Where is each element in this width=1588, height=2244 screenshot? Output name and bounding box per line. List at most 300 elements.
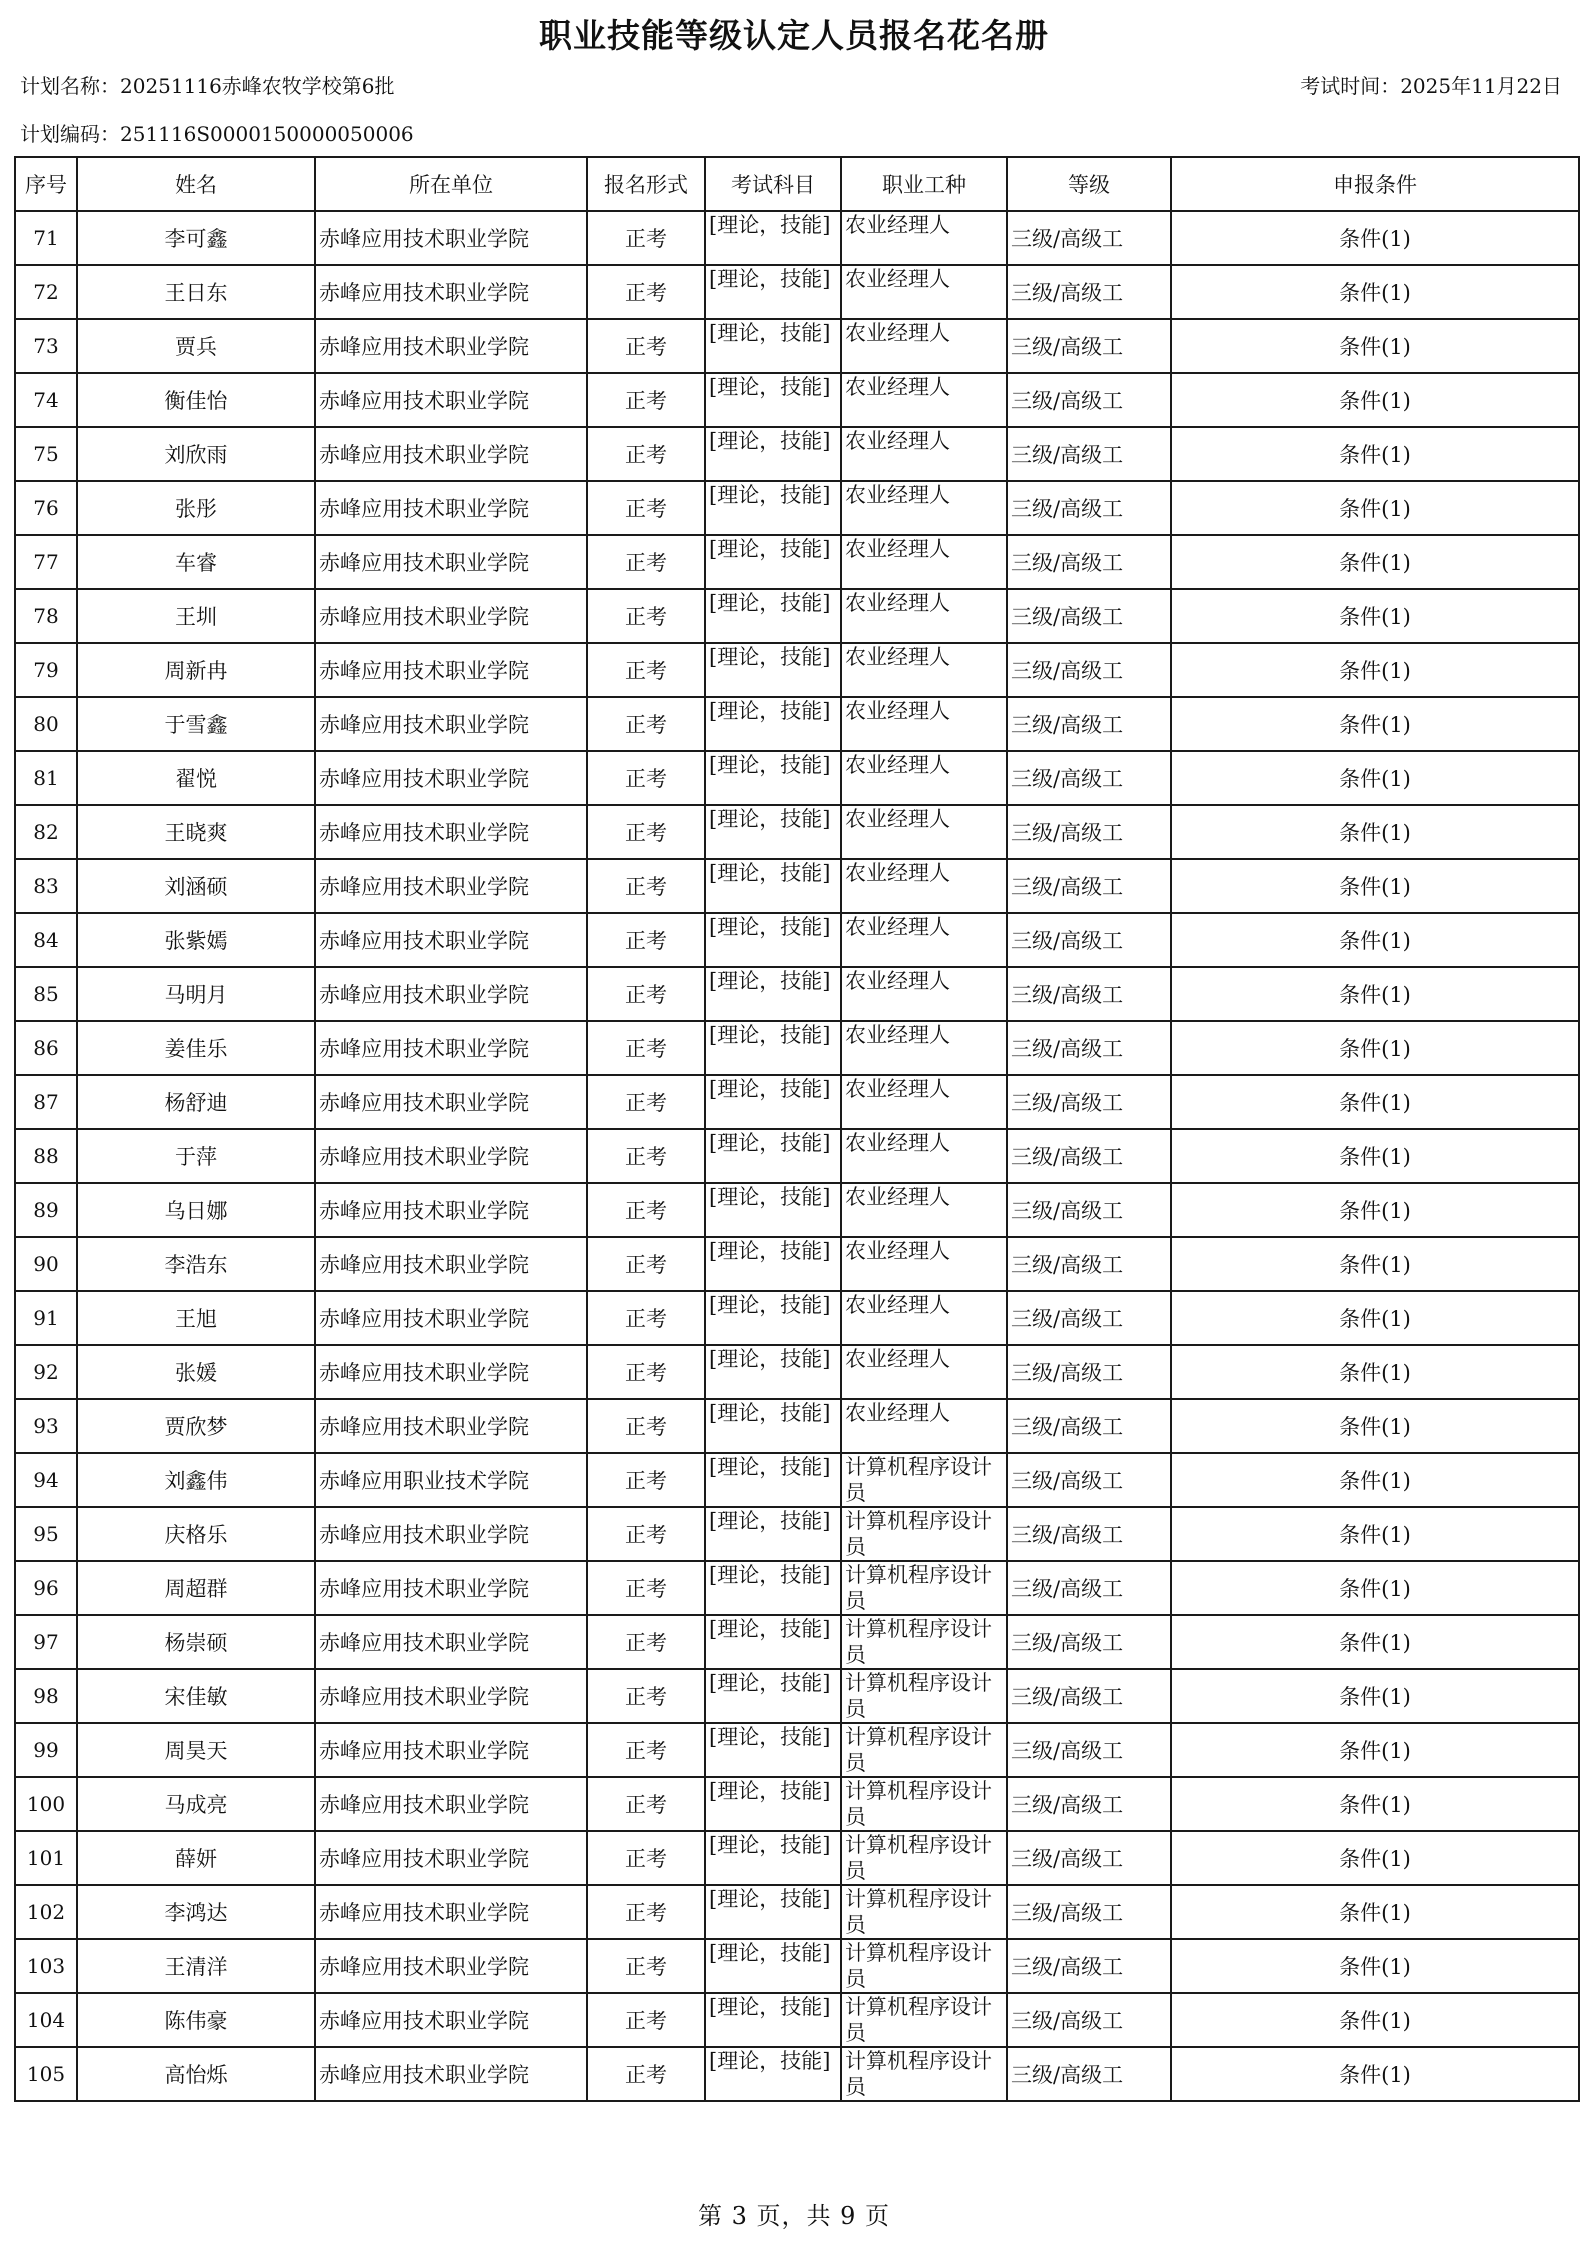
cell-occupation xyxy=(841,1831,1007,1885)
cell-form: 正考 xyxy=(587,1183,705,1237)
cell-subject xyxy=(705,1237,841,1291)
cell-subject-text: [理论，技能] xyxy=(709,753,831,777)
cell-condition: 条件(1) xyxy=(1171,751,1579,805)
cell-condition: 条件(1) xyxy=(1171,589,1579,643)
header-form: 报名形式 xyxy=(587,157,705,211)
cell-seq: 99 xyxy=(15,1723,77,1777)
cell-unit: 赤峰应用技术职业学院 xyxy=(315,751,587,805)
cell-unit: 赤峰应用技术职业学院 xyxy=(315,1939,587,1993)
cell-condition: 条件(1) xyxy=(1171,1453,1579,1507)
header-level: 等级 xyxy=(1007,157,1171,211)
cell-subject xyxy=(705,211,841,265)
cell-form: 正考 xyxy=(587,643,705,697)
cell-subject xyxy=(705,2047,841,2101)
cell-unit: 赤峰应用技术职业学院 xyxy=(315,643,587,697)
cell-level: 三级/高级工 xyxy=(1007,805,1171,859)
cell-unit: 赤峰应用技术职业学院 xyxy=(315,2047,587,2101)
cell-name: 马明月 xyxy=(77,967,315,1021)
cell-level: 三级/高级工 xyxy=(1007,373,1171,427)
cell-occupation xyxy=(841,265,1007,319)
cell-subject-text: [理论，技能] xyxy=(709,1941,831,1965)
cell-level: 三级/高级工 xyxy=(1007,1939,1171,1993)
cell-name: 刘鑫伟 xyxy=(77,1453,315,1507)
cell-condition: 条件(1) xyxy=(1171,1345,1579,1399)
table-row xyxy=(15,643,1579,697)
cell-occupation xyxy=(841,481,1007,535)
cell-level: 三级/高级工 xyxy=(1007,1723,1171,1777)
cell-form: 正考 xyxy=(587,1345,705,1399)
cell-form: 正考 xyxy=(587,1777,705,1831)
cell-name: 周超群 xyxy=(77,1561,315,1615)
cell-seq: 82 xyxy=(15,805,77,859)
cell-occupation-text: 农业经理人 xyxy=(845,753,950,777)
cell-condition: 条件(1) xyxy=(1171,1399,1579,1453)
cell-occupation xyxy=(841,1885,1007,1939)
cell-seq: 101 xyxy=(15,1831,77,1885)
cell-seq: 91 xyxy=(15,1291,77,1345)
cell-condition: 条件(1) xyxy=(1171,1777,1579,1831)
cell-seq: 94 xyxy=(15,1453,77,1507)
cell-seq: 92 xyxy=(15,1345,77,1399)
cell-name: 庆格乐 xyxy=(77,1507,315,1561)
cell-subject-text: [理论，技能] xyxy=(709,537,831,561)
cell-unit: 赤峰应用技术职业学院 xyxy=(315,1615,587,1669)
cell-name: 于萍 xyxy=(77,1129,315,1183)
cell-occupation-text: 农业经理人 xyxy=(845,645,950,669)
cell-occupation xyxy=(841,2047,1007,2101)
cell-level: 三级/高级工 xyxy=(1007,319,1171,373)
cell-occupation-text: 计算机程序设计员 xyxy=(845,1455,992,1505)
cell-condition: 条件(1) xyxy=(1171,1885,1579,1939)
cell-level: 三级/高级工 xyxy=(1007,481,1171,535)
cell-occupation-text: 农业经理人 xyxy=(845,699,950,723)
cell-seq: 80 xyxy=(15,697,77,751)
cell-unit: 赤峰应用技术职业学院 xyxy=(315,481,587,535)
cell-occupation-text: 计算机程序设计员 xyxy=(845,1833,992,1883)
cell-seq: 72 xyxy=(15,265,77,319)
cell-form: 正考 xyxy=(587,1885,705,1939)
cell-subject-text: [理论，技能] xyxy=(709,1617,831,1641)
cell-form: 正考 xyxy=(587,589,705,643)
table-row xyxy=(15,589,1579,643)
cell-subject xyxy=(705,967,841,1021)
cell-form: 正考 xyxy=(587,751,705,805)
cell-condition: 条件(1) xyxy=(1171,211,1579,265)
cell-name: 王圳 xyxy=(77,589,315,643)
cell-subject-text: [理论，技能] xyxy=(709,1833,831,1857)
cell-subject xyxy=(705,805,841,859)
cell-level: 三级/高级工 xyxy=(1007,1453,1171,1507)
cell-level: 三级/高级工 xyxy=(1007,589,1171,643)
cell-seq: 89 xyxy=(15,1183,77,1237)
table-row xyxy=(15,1129,1579,1183)
cell-form: 正考 xyxy=(587,967,705,1021)
cell-condition: 条件(1) xyxy=(1171,481,1579,535)
cell-occupation xyxy=(841,1507,1007,1561)
table-row xyxy=(15,1723,1579,1777)
table-row xyxy=(15,1831,1579,1885)
cell-occupation-text: 计算机程序设计员 xyxy=(845,1995,992,2045)
cell-name: 翟悦 xyxy=(77,751,315,805)
cell-level: 三级/高级工 xyxy=(1007,1183,1171,1237)
cell-condition: 条件(1) xyxy=(1171,265,1579,319)
cell-form: 正考 xyxy=(587,913,705,967)
cell-condition: 条件(1) xyxy=(1171,1669,1579,1723)
table-row xyxy=(15,373,1579,427)
cell-occupation-text: 计算机程序设计员 xyxy=(845,1509,992,1559)
cell-seq: 90 xyxy=(15,1237,77,1291)
cell-level: 三级/高级工 xyxy=(1007,265,1171,319)
cell-name: 王清洋 xyxy=(77,1939,315,1993)
cell-level: 三级/高级工 xyxy=(1007,1399,1171,1453)
page-footer: 第 3 页，共 9 页 xyxy=(697,2202,891,2230)
cell-unit: 赤峰应用技术职业学院 xyxy=(315,1075,587,1129)
cell-occupation xyxy=(841,913,1007,967)
cell-subject-text: [理论，技能] xyxy=(709,645,831,669)
header-occupation: 职业工种 xyxy=(841,157,1007,211)
cell-occupation-text: 计算机程序设计员 xyxy=(845,1725,992,1775)
cell-subject-text: [理论，技能] xyxy=(709,483,831,507)
table-row xyxy=(15,265,1579,319)
cell-occupation-text: 农业经理人 xyxy=(845,1401,950,1425)
cell-condition: 条件(1) xyxy=(1171,319,1579,373)
cell-occupation-text: 农业经理人 xyxy=(845,1023,950,1047)
cell-subject xyxy=(705,1345,841,1399)
table-row xyxy=(15,1345,1579,1399)
cell-seq: 73 xyxy=(15,319,77,373)
cell-occupation-text: 农业经理人 xyxy=(845,1131,950,1155)
cell-occupation-text: 农业经理人 xyxy=(845,321,950,345)
cell-subject xyxy=(705,913,841,967)
header-name: 姓名 xyxy=(77,157,315,211)
table-row xyxy=(15,1507,1579,1561)
cell-occupation xyxy=(841,1453,1007,1507)
roster-table xyxy=(14,156,1580,2102)
cell-name: 王旭 xyxy=(77,1291,315,1345)
cell-subject xyxy=(705,1723,841,1777)
cell-condition: 条件(1) xyxy=(1171,1021,1579,1075)
cell-name: 李浩东 xyxy=(77,1237,315,1291)
table-header xyxy=(15,157,1579,211)
cell-occupation xyxy=(841,1021,1007,1075)
cell-condition: 条件(1) xyxy=(1171,1075,1579,1129)
cell-name: 于雪鑫 xyxy=(77,697,315,751)
cell-occupation xyxy=(841,1777,1007,1831)
cell-form: 正考 xyxy=(587,319,705,373)
cell-name: 衡佳怡 xyxy=(77,373,315,427)
cell-form: 正考 xyxy=(587,1561,705,1615)
cell-occupation xyxy=(841,319,1007,373)
cell-level: 三级/高级工 xyxy=(1007,1831,1171,1885)
table-row xyxy=(15,967,1579,1021)
cell-name: 杨舒迪 xyxy=(77,1075,315,1129)
cell-occupation-text: 农业经理人 xyxy=(845,375,950,399)
cell-condition: 条件(1) xyxy=(1171,859,1579,913)
cell-subject-text: [理论，技能] xyxy=(709,969,831,993)
table-row xyxy=(15,1291,1579,1345)
cell-form: 正考 xyxy=(587,1669,705,1723)
cell-subject xyxy=(705,751,841,805)
cell-seq: 96 xyxy=(15,1561,77,1615)
cell-unit: 赤峰应用技术职业学院 xyxy=(315,373,587,427)
cell-level: 三级/高级工 xyxy=(1007,1345,1171,1399)
cell-occupation xyxy=(841,1399,1007,1453)
cell-form: 正考 xyxy=(587,373,705,427)
cell-seq: 98 xyxy=(15,1669,77,1723)
cell-name: 张紫嫣 xyxy=(77,913,315,967)
cell-occupation xyxy=(841,859,1007,913)
cell-level: 三级/高级工 xyxy=(1007,913,1171,967)
cell-level: 三级/高级工 xyxy=(1007,1129,1171,1183)
table-row xyxy=(15,1075,1579,1129)
cell-occupation-text: 农业经理人 xyxy=(845,483,950,507)
cell-condition: 条件(1) xyxy=(1171,1939,1579,1993)
cell-condition: 条件(1) xyxy=(1171,1723,1579,1777)
cell-name: 刘欣雨 xyxy=(77,427,315,481)
table-row xyxy=(15,697,1579,751)
cell-condition: 条件(1) xyxy=(1171,1993,1579,2047)
cell-subject-text: [理论，技能] xyxy=(709,267,831,291)
cell-name: 高怡烁 xyxy=(77,2047,315,2101)
cell-subject xyxy=(705,1075,841,1129)
table-row xyxy=(15,1561,1579,1615)
cell-seq: 93 xyxy=(15,1399,77,1453)
cell-occupation xyxy=(841,1129,1007,1183)
table-row xyxy=(15,427,1579,481)
cell-level: 三级/高级工 xyxy=(1007,2047,1171,2101)
cell-subject-text: [理论，技能] xyxy=(709,1509,831,1533)
cell-seq: 83 xyxy=(15,859,77,913)
cell-unit: 赤峰应用技术职业学院 xyxy=(315,1399,587,1453)
cell-condition: 条件(1) xyxy=(1171,1831,1579,1885)
cell-name: 宋佳敏 xyxy=(77,1669,315,1723)
cell-unit: 赤峰应用技术职业学院 xyxy=(315,1237,587,1291)
cell-condition: 条件(1) xyxy=(1171,643,1579,697)
cell-occupation xyxy=(841,1183,1007,1237)
cell-unit: 赤峰应用技术职业学院 xyxy=(315,913,587,967)
table-row xyxy=(15,805,1579,859)
cell-level: 三级/高级工 xyxy=(1007,859,1171,913)
table-row xyxy=(15,319,1579,373)
cell-occupation-text: 农业经理人 xyxy=(845,807,950,831)
cell-occupation-text: 计算机程序设计员 xyxy=(845,1941,992,1991)
cell-form: 正考 xyxy=(587,1723,705,1777)
cell-unit: 赤峰应用职业技术学院 xyxy=(315,1453,587,1507)
cell-occupation xyxy=(841,211,1007,265)
cell-seq: 102 xyxy=(15,1885,77,1939)
cell-form: 正考 xyxy=(587,1507,705,1561)
cell-seq: 97 xyxy=(15,1615,77,1669)
header-unit: 所在单位 xyxy=(315,157,587,211)
cell-condition: 条件(1) xyxy=(1171,1237,1579,1291)
cell-occupation xyxy=(841,589,1007,643)
table-row xyxy=(15,1237,1579,1291)
table-row xyxy=(15,1615,1579,1669)
cell-level: 三级/高级工 xyxy=(1007,1507,1171,1561)
cell-form: 正考 xyxy=(587,535,705,589)
cell-occupation-text: 计算机程序设计员 xyxy=(845,2049,992,2099)
cell-unit: 赤峰应用技术职业学院 xyxy=(315,1183,587,1237)
cell-level: 三级/高级工 xyxy=(1007,1237,1171,1291)
cell-level: 三级/高级工 xyxy=(1007,967,1171,1021)
cell-subject-text: [理论，技能] xyxy=(709,915,831,939)
cell-unit: 赤峰应用技术职业学院 xyxy=(315,427,587,481)
cell-name: 马成亮 xyxy=(77,1777,315,1831)
cell-unit: 赤峰应用技术职业学院 xyxy=(315,1885,587,1939)
cell-subject-text: [理论，技能] xyxy=(709,1239,831,1263)
document-title: 职业技能等级认定人员报名花名册 xyxy=(539,16,1049,55)
cell-occupation xyxy=(841,751,1007,805)
cell-form: 正考 xyxy=(587,2047,705,2101)
cell-seq: 88 xyxy=(15,1129,77,1183)
cell-seq: 103 xyxy=(15,1939,77,1993)
cell-unit: 赤峰应用技术职业学院 xyxy=(315,1129,587,1183)
cell-occupation-text: 农业经理人 xyxy=(845,213,950,237)
cell-subject xyxy=(705,373,841,427)
cell-occupation-text: 农业经理人 xyxy=(845,1077,950,1101)
cell-seq: 84 xyxy=(15,913,77,967)
cell-occupation xyxy=(841,1237,1007,1291)
cell-subject-text: [理论，技能] xyxy=(709,1671,831,1695)
cell-condition: 条件(1) xyxy=(1171,535,1579,589)
cell-occupation xyxy=(841,805,1007,859)
table-row xyxy=(15,211,1579,265)
cell-seq: 100 xyxy=(15,1777,77,1831)
cell-occupation-text: 农业经理人 xyxy=(845,915,950,939)
cell-form: 正考 xyxy=(587,1129,705,1183)
cell-form: 正考 xyxy=(587,211,705,265)
cell-unit: 赤峰应用技术职业学院 xyxy=(315,805,587,859)
cell-form: 正考 xyxy=(587,1453,705,1507)
header-row xyxy=(15,157,1579,211)
cell-subject xyxy=(705,697,841,751)
table-row xyxy=(15,913,1579,967)
cell-seq: 71 xyxy=(15,211,77,265)
table-row xyxy=(15,1777,1579,1831)
table-body xyxy=(15,211,1579,2101)
cell-subject-text: [理论，技能] xyxy=(709,1293,831,1317)
cell-unit: 赤峰应用技术职业学院 xyxy=(315,1345,587,1399)
cell-unit: 赤峰应用技术职业学院 xyxy=(315,589,587,643)
cell-unit: 赤峰应用技术职业学院 xyxy=(315,1993,587,2047)
cell-subject-text: [理论，技能] xyxy=(709,1887,831,1911)
cell-subject-text: [理论，技能] xyxy=(709,1563,831,1587)
cell-level: 三级/高级工 xyxy=(1007,697,1171,751)
cell-condition: 条件(1) xyxy=(1171,1129,1579,1183)
cell-subject xyxy=(705,1669,841,1723)
cell-name: 贾兵 xyxy=(77,319,315,373)
cell-seq: 75 xyxy=(15,427,77,481)
cell-level: 三级/高级工 xyxy=(1007,1669,1171,1723)
cell-seq: 76 xyxy=(15,481,77,535)
cell-unit: 赤峰应用技术职业学院 xyxy=(315,1561,587,1615)
cell-occupation xyxy=(841,1615,1007,1669)
cell-name: 李可鑫 xyxy=(77,211,315,265)
cell-subject xyxy=(705,1561,841,1615)
cell-condition: 条件(1) xyxy=(1171,1291,1579,1345)
cell-name: 陈伟豪 xyxy=(77,1993,315,2047)
header-seq: 序号 xyxy=(15,157,77,211)
cell-seq: 78 xyxy=(15,589,77,643)
cell-occupation xyxy=(841,697,1007,751)
cell-subject xyxy=(705,1183,841,1237)
cell-subject xyxy=(705,1129,841,1183)
cell-occupation-text: 农业经理人 xyxy=(845,969,950,993)
cell-seq: 74 xyxy=(15,373,77,427)
cell-unit: 赤峰应用技术职业学院 xyxy=(315,967,587,1021)
cell-seq: 85 xyxy=(15,967,77,1021)
cell-name: 周新冉 xyxy=(77,643,315,697)
cell-occupation-text: 农业经理人 xyxy=(845,267,950,291)
cell-subject-text: [理论，技能] xyxy=(709,1779,831,1803)
cell-occupation xyxy=(841,1669,1007,1723)
cell-subject-text: [理论，技能] xyxy=(709,321,831,345)
cell-subject xyxy=(705,1939,841,1993)
header-condition: 申报条件 xyxy=(1171,157,1579,211)
table-row xyxy=(15,2047,1579,2101)
plan-code: 计划编码：251116S000015000005000​6 xyxy=(20,122,414,146)
cell-form: 正考 xyxy=(587,1615,705,1669)
cell-subject-text: [理论，技能] xyxy=(709,1725,831,1749)
cell-name: 刘涵硕 xyxy=(77,859,315,913)
cell-occupation-text: 计算机程序设计员 xyxy=(845,1617,992,1667)
cell-condition: 条件(1) xyxy=(1171,1183,1579,1237)
table-row xyxy=(15,535,1579,589)
cell-form: 正考 xyxy=(587,1237,705,1291)
cell-name: 李鸿达 xyxy=(77,1885,315,1939)
cell-subject-text: [理论，技能] xyxy=(709,2049,831,2073)
cell-unit: 赤峰应用技术职业学院 xyxy=(315,535,587,589)
cell-name: 王晓爽 xyxy=(77,805,315,859)
cell-condition: 条件(1) xyxy=(1171,427,1579,481)
cell-subject-text: [理论，技能] xyxy=(709,861,831,885)
cell-condition: 条件(1) xyxy=(1171,1615,1579,1669)
cell-subject xyxy=(705,1885,841,1939)
table-row xyxy=(15,751,1579,805)
cell-subject xyxy=(705,1993,841,2047)
table-row xyxy=(15,1939,1579,1993)
cell-unit: 赤峰应用技术职业学院 xyxy=(315,859,587,913)
cell-name: 杨崇硕 xyxy=(77,1615,315,1669)
cell-name: 乌日娜 xyxy=(77,1183,315,1237)
cell-occupation-text: 农业经理人 xyxy=(845,537,950,561)
cell-level: 三级/高级工 xyxy=(1007,1615,1171,1669)
cell-occupation xyxy=(841,535,1007,589)
cell-subject xyxy=(705,859,841,913)
cell-name: 张媛 xyxy=(77,1345,315,1399)
cell-form: 正考 xyxy=(587,1993,705,2047)
cell-subject xyxy=(705,535,841,589)
cell-subject xyxy=(705,589,841,643)
cell-subject-text: [理论，技能] xyxy=(709,1185,831,1209)
cell-level: 三级/高级工 xyxy=(1007,643,1171,697)
cell-form: 正考 xyxy=(587,427,705,481)
cell-form: 正考 xyxy=(587,481,705,535)
cell-form: 正考 xyxy=(587,265,705,319)
cell-occupation xyxy=(841,427,1007,481)
cell-subject-text: [理论，技能] xyxy=(709,699,831,723)
cell-subject xyxy=(705,1453,841,1507)
cell-unit: 赤峰应用技术职业学院 xyxy=(315,697,587,751)
cell-subject-text: [理论，技能] xyxy=(709,375,831,399)
cell-name: 王日东 xyxy=(77,265,315,319)
cell-level: 三级/高级工 xyxy=(1007,1777,1171,1831)
cell-unit: 赤峰应用技术职业学院 xyxy=(315,1777,587,1831)
cell-occupation xyxy=(841,1075,1007,1129)
cell-condition: 条件(1) xyxy=(1171,967,1579,1021)
cell-occupation-text: 计算机程序设计员 xyxy=(845,1671,992,1721)
cell-subject-text: [理论，技能] xyxy=(709,1455,831,1479)
